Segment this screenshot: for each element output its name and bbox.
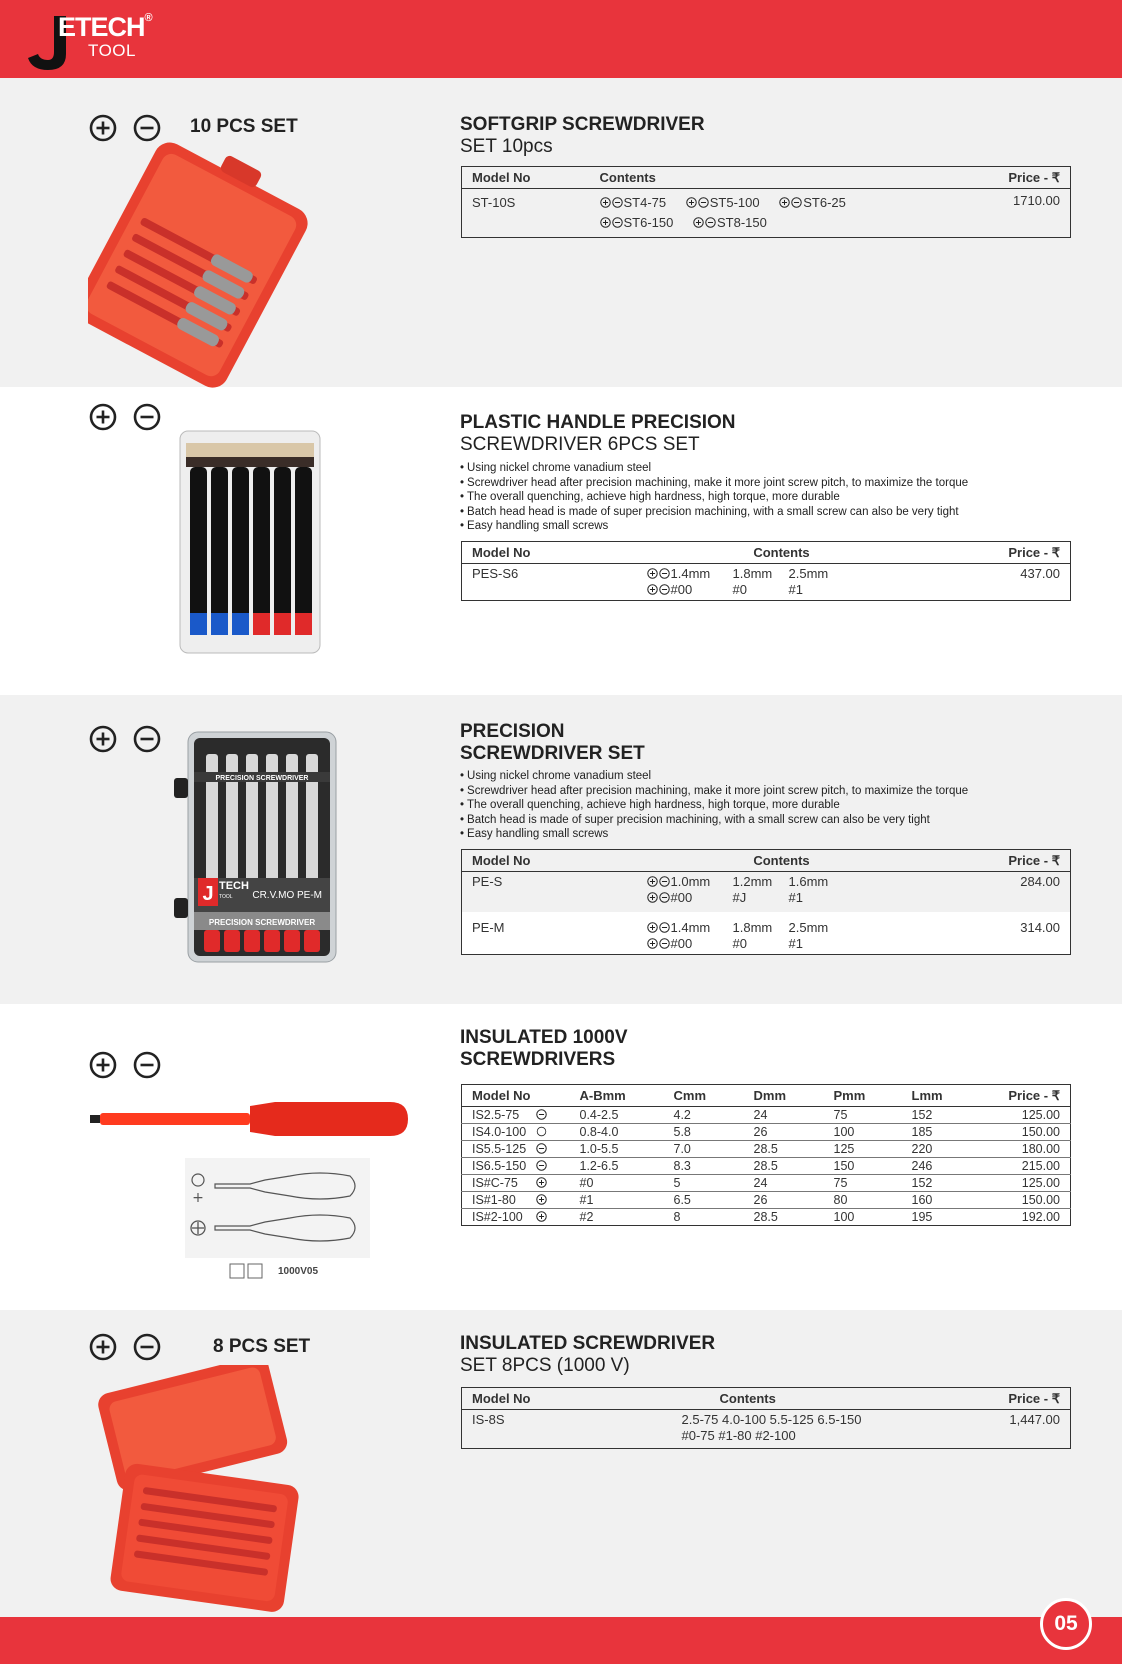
set-label: 10 PCS SET bbox=[190, 116, 298, 137]
column-header-price: Price - ₹ bbox=[927, 542, 1071, 564]
toolbox-10pcs-image bbox=[88, 138, 313, 388]
slotted-icon bbox=[612, 197, 623, 208]
column-header-l: Lmm bbox=[902, 1085, 984, 1107]
list-item: • The overall quenching, achieve high hardness, high torque, more durable bbox=[460, 490, 968, 505]
svg-text:+: + bbox=[192, 1190, 204, 1206]
table-row: IS6.5-150 1.2-6.5 8.3 28.5 150 246 215.00 bbox=[462, 1158, 1071, 1175]
product-title: INSULATED 1000V SCREWDRIVERS bbox=[460, 1027, 628, 1070]
slotted-icon bbox=[698, 197, 709, 208]
column-header-price: Price - ₹ bbox=[927, 850, 1071, 872]
slotted-icon bbox=[791, 197, 802, 208]
phillips-icon bbox=[89, 1051, 117, 1079]
table-row: ST-10S ST4-75 ST5-100 ST6-25 ST6-150 ST8-150 1710.00 bbox=[472, 193, 1060, 230]
insulation-badge: 1000V05 bbox=[278, 1266, 319, 1277]
list-item: • Easy handling small screws bbox=[460, 519, 968, 534]
column-header-ab: A-Bmm bbox=[570, 1085, 664, 1107]
list-item: • Screwdriver head after precision machining, make it more joint screw pitch, to maximize the torque bbox=[460, 476, 968, 491]
spec-table-precision bbox=[461, 849, 1071, 955]
toolbox-8pcs-image bbox=[88, 1365, 313, 1615]
column-header-price: Price - ₹ bbox=[970, 167, 1071, 189]
product-title: PRECISION SCREWDRIVER SET bbox=[460, 721, 645, 764]
insulated-screwdriver-image bbox=[90, 1096, 410, 1286]
phillips-icon bbox=[89, 725, 117, 753]
circle-icon bbox=[536, 1126, 547, 1137]
brand-name: ETECH® bbox=[58, 12, 153, 42]
spec-table-softgrip bbox=[461, 166, 1071, 238]
page-header bbox=[0, 0, 1122, 78]
spec-table-insulated bbox=[461, 1084, 1071, 1226]
package-brand-sub: TOOL bbox=[219, 894, 233, 900]
slotted-icon bbox=[659, 584, 670, 595]
phillips-icon bbox=[647, 938, 658, 949]
column-header-contents: Contents bbox=[637, 850, 927, 872]
feature-list bbox=[460, 461, 968, 534]
page-footer bbox=[0, 1617, 1122, 1664]
spec-table-insulated-8pcs bbox=[461, 1387, 1071, 1449]
slotted-icon bbox=[659, 892, 670, 903]
column-header-contents: Contents bbox=[637, 542, 927, 564]
phillips-icon bbox=[600, 217, 611, 228]
phillips-icon bbox=[779, 197, 790, 208]
phillips-icon bbox=[647, 892, 658, 903]
product-title: SOFTGRIP SCREWDRIVER SET 10pcs bbox=[460, 114, 705, 157]
phillips-icon bbox=[89, 403, 117, 431]
slotted-icon bbox=[133, 403, 161, 431]
slotted-icon bbox=[133, 725, 161, 753]
package-label: PRECISION SCREWDRIVER bbox=[208, 918, 316, 927]
product-title: PLASTIC HANDLE PRECISION SCREWDRIVER 6PCS SET bbox=[460, 412, 736, 455]
feature-list bbox=[460, 769, 968, 842]
phillips-icon bbox=[536, 1177, 547, 1188]
list-item: • Easy handling small screws bbox=[460, 827, 968, 842]
table-row: IS#1-80 #1 6.5 26 80 160 150.00 bbox=[462, 1192, 1071, 1209]
phillips-icon bbox=[693, 217, 704, 228]
precision-6pcs-image bbox=[178, 425, 323, 655]
column-header-p: Pmm bbox=[824, 1085, 902, 1107]
phillips-icon bbox=[600, 197, 611, 208]
list-item: • Using nickel chrome vanadium steel bbox=[460, 769, 968, 784]
phillips-icon bbox=[686, 197, 697, 208]
page-number: 05 bbox=[1040, 1598, 1092, 1650]
table-row: IS#2-100 #2 8 28.5 100 195 192.00 bbox=[472, 1210, 1060, 1224]
table-row: IS-8S 2.5-75 4.0-100 5.5-125 6.5-150 #0-75 #1-80 #2-100 1,447.00 bbox=[472, 1412, 1060, 1443]
list-item: • Batch head head is made of super precision machining, with a small screw can also be very tight bbox=[460, 505, 968, 520]
spec-table-plastic-precision bbox=[461, 541, 1071, 601]
table-row: IS4.0-100 0.8-4.0 5.8 26 100 185 150.00 bbox=[462, 1124, 1071, 1141]
column-header-price: Price - ₹ bbox=[932, 1388, 1071, 1410]
package-brand: TECH bbox=[219, 880, 249, 892]
product-section-precision bbox=[0, 695, 1122, 1004]
column-header-model: Model No bbox=[462, 1388, 672, 1410]
list-item: • Screwdriver head after precision machining, make it more joint screw pitch, to maximize the torque bbox=[460, 784, 968, 799]
column-header-model: Model No bbox=[462, 1085, 570, 1107]
column-header-model: Model No bbox=[462, 850, 637, 872]
column-header-d: Dmm bbox=[744, 1085, 824, 1107]
column-header-price: Price - ₹ bbox=[984, 1085, 1071, 1107]
product-section-insulated-1000v bbox=[0, 1004, 1122, 1310]
slotted-icon bbox=[659, 876, 670, 887]
precision-set-image bbox=[172, 730, 342, 965]
slotted-icon bbox=[536, 1160, 547, 1171]
svg-text:J: J bbox=[202, 883, 214, 905]
column-header-contents: Contents bbox=[590, 167, 970, 189]
list-item: • Batch head is made of super precision machining, with a small screw can also be very tight bbox=[460, 813, 968, 828]
slotted-icon bbox=[659, 568, 670, 579]
product-title: INSULATED SCREWDRIVER SET 8PCS (1000 V) bbox=[460, 1333, 716, 1376]
product-section-insulated-8pcs bbox=[0, 1310, 1122, 1617]
table-row: PE-M 1.4mm 1.8mm 2.5mm #00 #0 #1 314.00 bbox=[472, 920, 1060, 951]
phillips-icon bbox=[536, 1194, 547, 1205]
list-item: • The overall quenching, achieve high hardness, high torque, more durable bbox=[460, 798, 968, 813]
column-header-model: Model No bbox=[462, 542, 637, 564]
product-section-plastic-precision bbox=[0, 387, 1122, 695]
phillips-icon bbox=[536, 1211, 547, 1222]
package-model: CR.V.MO PE-M bbox=[252, 890, 322, 901]
slotted-icon bbox=[133, 1333, 161, 1361]
column-header-model: Model No bbox=[462, 167, 590, 189]
brand-logo bbox=[26, 8, 176, 70]
table-row: IS#C-75 #0 5 24 75 152 125.00 bbox=[462, 1175, 1071, 1192]
slotted-icon bbox=[659, 922, 670, 933]
product-section-softgrip bbox=[0, 78, 1122, 387]
column-header-contents: Contents bbox=[672, 1388, 932, 1410]
phillips-icon bbox=[647, 922, 658, 933]
slotted-icon bbox=[536, 1109, 547, 1120]
brand-subtitle: TOOL bbox=[88, 41, 136, 60]
set-label: 8 PCS SET bbox=[213, 1336, 311, 1357]
table-row: PE-S 1.0mm 1.2mm 1.6mm #00 #J #1 284.00 bbox=[462, 872, 1071, 913]
table-row: IS5.5-125 1.0-5.5 7.0 28.5 125 220 180.00 bbox=[462, 1141, 1071, 1158]
list-item: • Using nickel chrome vanadium steel bbox=[460, 461, 968, 476]
phillips-icon bbox=[647, 568, 658, 579]
column-header-c: Cmm bbox=[664, 1085, 744, 1107]
package-strip: PRECISION SCREWDRIVER bbox=[215, 775, 309, 782]
table-row: PES-S6 1.4mm 1.8mm 2.5mm #00 #0 #1 437.00 bbox=[472, 566, 1060, 597]
slotted-icon bbox=[659, 938, 670, 949]
slotted-icon bbox=[536, 1143, 547, 1154]
slotted-icon bbox=[705, 217, 716, 228]
phillips-icon bbox=[89, 1333, 117, 1361]
phillips-icon bbox=[647, 584, 658, 595]
table-row: IS2.5-75 0.4-2.5 4.2 24 75 152 125.00 bbox=[462, 1107, 1071, 1124]
slotted-icon bbox=[133, 1051, 161, 1079]
slotted-icon bbox=[612, 217, 623, 228]
phillips-icon bbox=[647, 876, 658, 887]
